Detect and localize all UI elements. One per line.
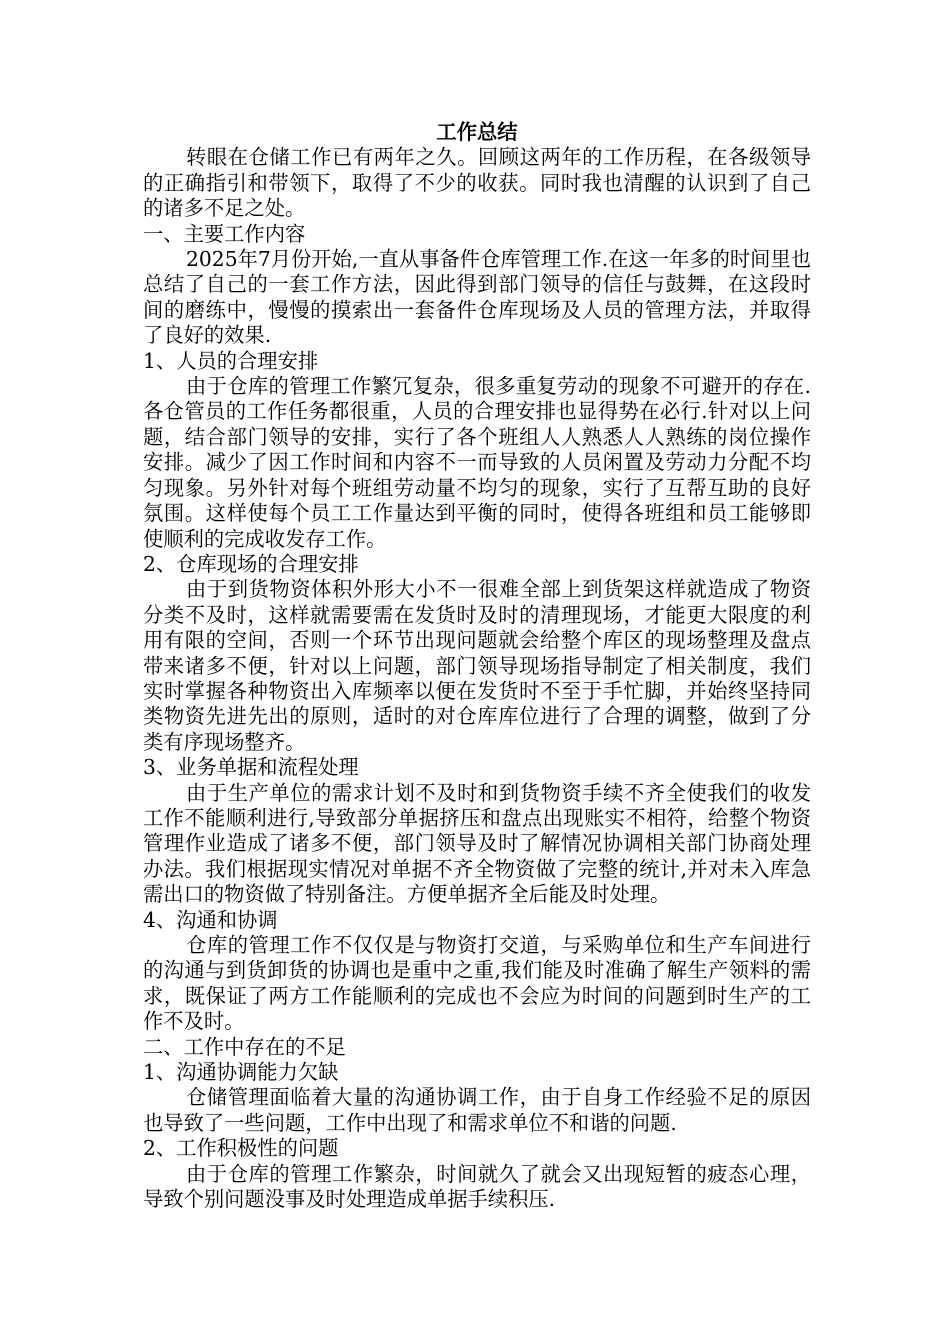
- sub-heading-coordination: 1、沟通协调能力欠缺: [143, 1060, 339, 1085]
- item-paragraph-communication: 仓库的管理工作不仅仅是与物资打交道，与采购单位和生产车间进行的沟通与到货卸货的协调也是重中之重,我们能及时准确了解生产领料的需求，既保证了两方工作能顺利的完成也不会应为时间的问题到时生产的工作不及时。: [143, 933, 811, 1034]
- item-heading-documents-process: 3、业务单据和流程处理: [143, 755, 359, 780]
- item-paragraph-staff-arrangement: 由于仓库的管理工作繁冗复杂，很多重复劳动的现象不可避开的存在.各仓管员的工作任务都很重，人员的合理安排也显得势在必行.针对以上问题，结合部门领导的安排，实行了各个班组人人熟悉人人熟练的岗位操作安排。减少了因工作时间和内容不一而导致的人员闲置及劳动力分配不均匀现象。另外针对每个班组劳动量不均匀的现象，实行了互帮互助的良好氛围。这样使每个员工工作量达到平衡的同时，使得各班组和员工能够即使顺利的完成收发存工作。: [143, 374, 811, 551]
- sub-paragraph-motivation: 由于仓库的管理工作繁杂，时间就久了就会又出现短暂的疲态心理，导致个别问题没事及时处理造成单据手续积压.: [143, 1161, 811, 1212]
- item-heading-staff-arrangement: 1、人员的合理安排: [143, 348, 319, 373]
- item-paragraph-documents-process: 由于生产单位的需求计划不及时和到货物资手续不齐全使我们的收发工作不能顺利进行,导致部分单据挤压和盘点出现账实不相符，给整个物资管理作业造成了诸多不便，部门领导及时了解情况协调相关部门协商处理办法。我们根据现实情况对单据不齐全物资做了完整的统计,并对未入库急需出口的物资做了特别备注。方便单据齐全后能及时处理。: [143, 780, 811, 907]
- section-paragraph-main-work: 2025年7月份开始,一直从事备件仓库管理工作.在这一年多的时间里也总结了自己的一套工作方法，因此得到部门领导的信任与鼓舞，在这段时间的磨练中，慢慢的摸索出一套备件仓库现场及人员的管理方法，并取得了良好的效果.: [143, 247, 812, 348]
- section-heading-main-work: 一、主要工作内容: [143, 221, 306, 246]
- item-heading-communication: 4、沟通和协调: [143, 907, 278, 932]
- document-title: 工作总结: [436, 120, 518, 144]
- item-heading-warehouse-site: 2、仓库现场的合理安排: [143, 551, 359, 576]
- sub-heading-motivation: 2、工作积极性的问题: [143, 1136, 339, 1161]
- sub-paragraph-coordination: 仓储管理面临着大量的沟通协调工作，由于自身工作经验不足的原因也导致了一些问题，工作中出现了和需求单位不和谐的问题.: [143, 1085, 811, 1135]
- section-heading-shortcomings: 二、工作中存在的不足: [143, 1034, 346, 1059]
- intro-paragraph: 转眼在仓储工作已有两年之久。回顾这两年的工作历程，在各级领导的正确指引和带领下，取得了不少的收获。同时我也清醒的认识到了自己的诸多不足之处。: [143, 145, 811, 221]
- document-page: [143, 120, 811, 1212]
- item-paragraph-warehouse-site: 由于到货物资体积外形大小不一很难全部上到货架这样就造成了物资分类不及时，这样就需要需在发货时及时的清理现场，才能更大限度的利用有限的空间，否则一个环节出现问题就会给整个库区的现场整理及盘点带来诸多不便，针对以上问题，部门领导现场指导制定了相关制度，我们实时掌握各种物资出入库频率以便在发货时不至于手忙脚，并始终坚持同类物资先进先出的原则，适时的对仓库库位进行了合理的调整，做到了分类有序现场整齐。: [143, 577, 811, 754]
